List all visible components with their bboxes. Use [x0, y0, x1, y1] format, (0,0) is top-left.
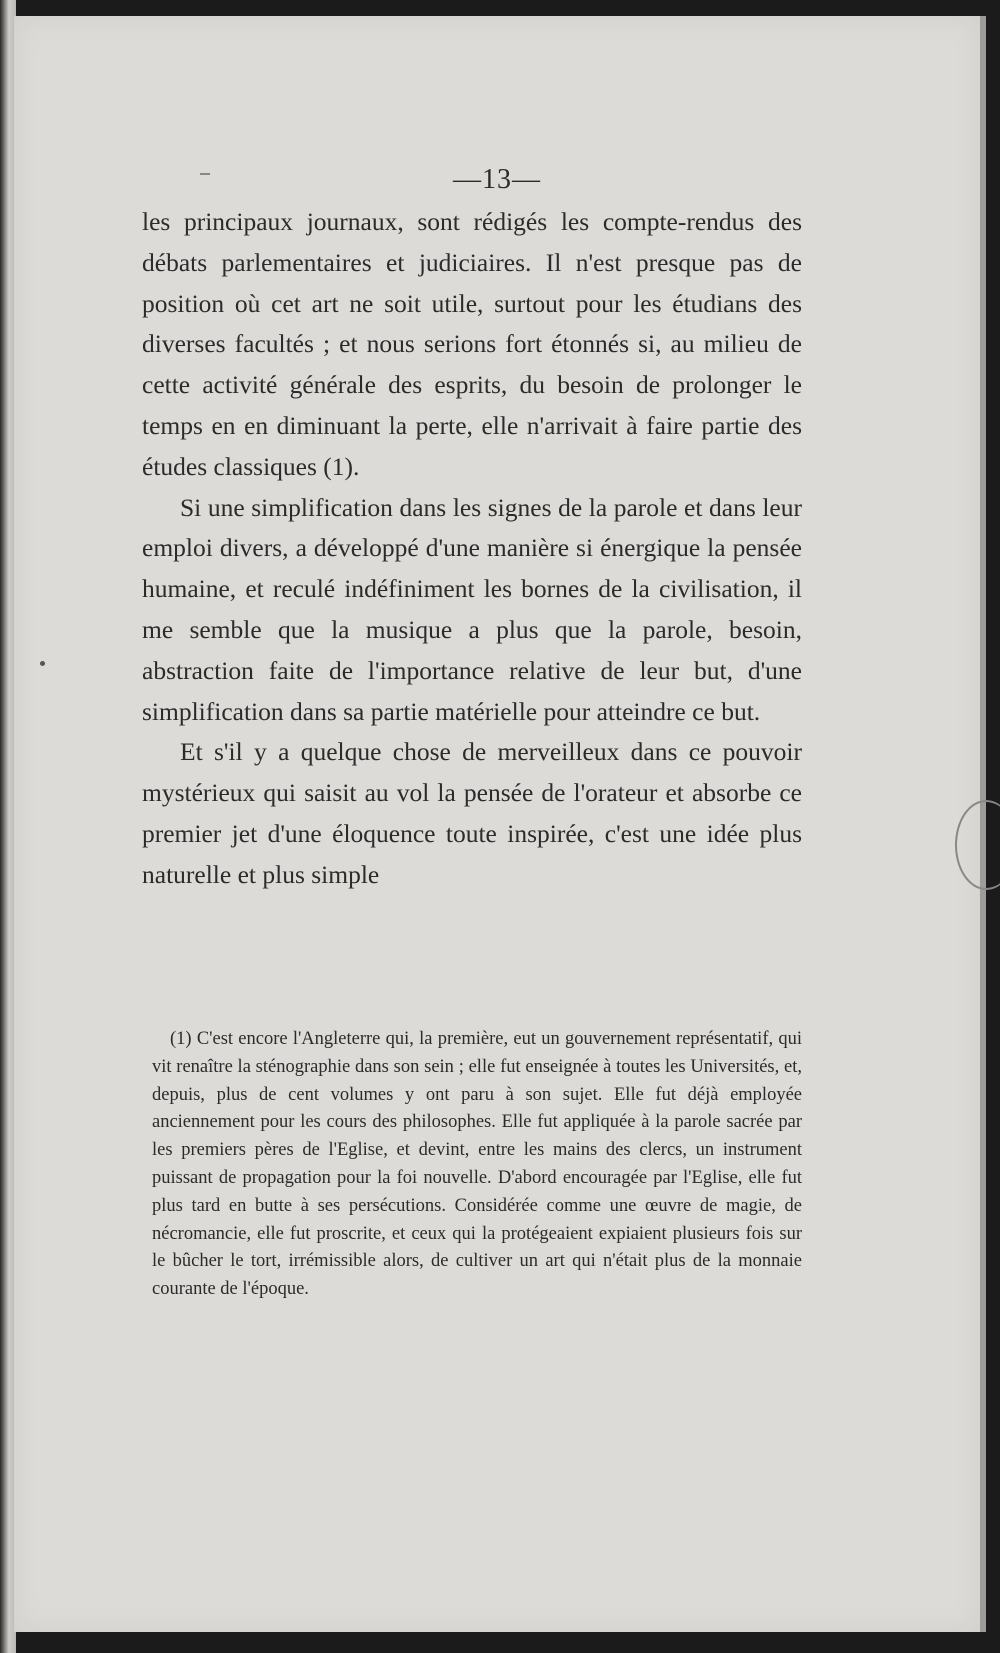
page-number: —13—: [453, 164, 541, 195]
footnote: [152, 1026, 802, 1304]
paragraph-2: Si une simplification dans les signes de la parole et dans leur emploi divers, a développé d'une manière si énergique la pensée humaine, et reculé indéfiniment les bornes de la civilisation, il me semble que la musique a plus que la parole, besoin, abstraction faite de l'importance relative de leur but, d'une simplification dans sa partie matérielle pour atteindre ce but.: [142, 492, 802, 726]
book-page: [14, 16, 980, 1632]
paragraph-1: les principaux journaux, sont rédigés les compte-rendus des débats parlementaires et judiciaires. Il n'est presque pas de position où cet art ne soit utile, surtout pour les étudians des diverses facultés ; et nous serions fort étonnés si, au milieu de cette activité générale des esprits, du besoin de prolonger le temps en en diminuant la perte, elle n'arrivait à faire partie des études classiques (1).: [142, 207, 802, 481]
ink-speck: [40, 661, 45, 666]
paragraph-3: Et s'il y a quelque chose de merveilleux dans ce pouvoir mystérieux qui saisit au vol la pensée de l'orateur et absorbe ce premier jet d'une éloquence toute inspirée, c'est une idée plus naturelle et plus simple: [142, 737, 802, 889]
main-text: [142, 202, 802, 896]
footnote-text: (1) C'est encore l'Angleterre qui, la première, eut un gouvernement représentatif, qui vit renaître la sténographie dans son sein ; elle fut enseignée à toutes les Universités, et, depuis, plus de cent volumes y ont paru à son sujet. Elle fut déjà employée anciennement pour les cours des philosophes. Elle fut appliquée à la parole sacrée par les premiers pères de l'Eglise, et devint, entre les mains des clercs, un instrument puissant de propagation pour la foi nouvelle. D'abord encouragée par l'Eglise, elle fut plus tard en butte à ses persécutions. Considérée comme une œuvre de magie, de nécromancie, elle fut proscrite, et ceux qui la protégeaient expiaient plusieurs fois sur le bûcher le tort, irrémissible alors, de cultiver un art qui n'était plus de la monnaie courante de l'époque.: [152, 1029, 802, 1300]
